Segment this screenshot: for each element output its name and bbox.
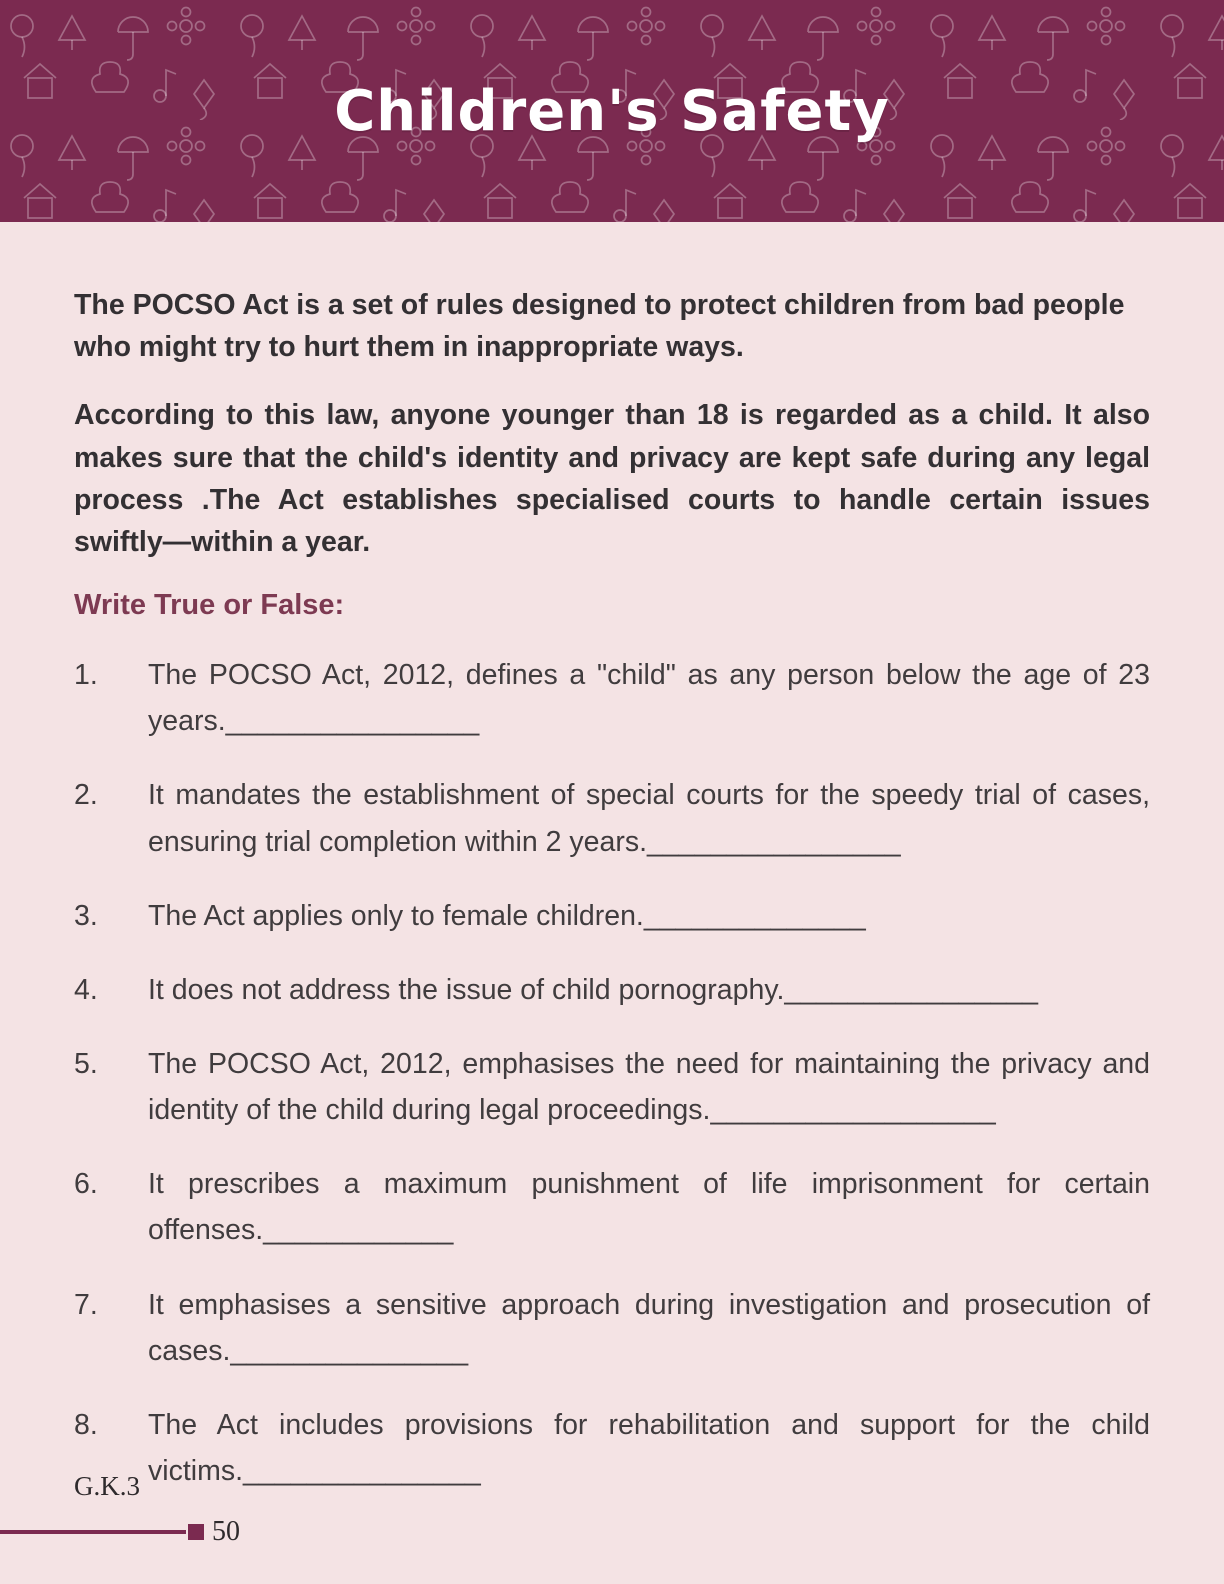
question-text: The Act applies only to female children.______________ [148,899,866,932]
question-text: It prescribes a maximum punishment of life imprisonment for certain offenses.____________ [148,1168,1150,1247]
question-text: It emphasises a sensitive approach during investigation and prosecution of cases._______________ [148,1288,1150,1367]
question-number: 7. [74,1288,98,1321]
question-item-2 [74,772,1150,864]
question-text: It mandates the establishment of special courts for the speedy trial of cases, ensuring trial completion within 2 years.________________ [148,779,1150,858]
question-list [74,652,1150,1494]
page-header [0,0,1224,222]
question-number: 8. [74,1408,98,1441]
question-item-1 [74,652,1150,744]
question-text: It does not address the issue of child pornography.________________ [148,973,1038,1006]
question-text: The POCSO Act, 2012, emphasises the need for maintaining the privacy and identity of the child during legal proceedings.__________________ [148,1047,1150,1127]
question-number: 3. [74,899,98,932]
exercise-heading: Write True or False: [74,589,345,622]
question-number: 4. [74,973,98,1006]
question-number: 1. [74,659,98,692]
question-item-4 [74,967,1150,1013]
question-item-3 [74,893,1150,939]
question-text: The POCSO Act, 2012, defines a "child" as any person below the age of 23 years.________________ [148,659,1150,738]
question-item-7 [74,1282,1150,1374]
question-number: 5. [74,1047,98,1080]
worksheet-content [0,222,1224,1494]
book-label: G.K.3 [74,1471,140,1501]
page-marker-icon [188,1524,204,1540]
question-text: The Act includes provisions for rehabilitation and support for the child victims._______________ [148,1408,1150,1488]
question-number: 6. [74,1168,98,1201]
question-item-5 [74,1041,1150,1133]
intro-paragraph-1: The POCSO Act is a set of rules designed to protect children from bad people who might try to hurt them in inappropriate ways. [74,289,1125,364]
intro-paragraph-2: According to this law, anyone younger than 18 is regarded as a child. It also makes sure that the child's identity and privacy are kept safe during any legal process .The Act establishes specialised courts to handle certain issues swiftly—within a year. [74,399,1150,558]
page-number-row [0,1516,1224,1548]
question-number: 2. [74,779,98,812]
page-number: 50 [212,1516,240,1547]
footer-rule [0,1530,186,1534]
page-footer [0,1471,1224,1548]
page-title: Children's Safety [334,78,890,144]
question-item-6 [74,1161,1150,1253]
